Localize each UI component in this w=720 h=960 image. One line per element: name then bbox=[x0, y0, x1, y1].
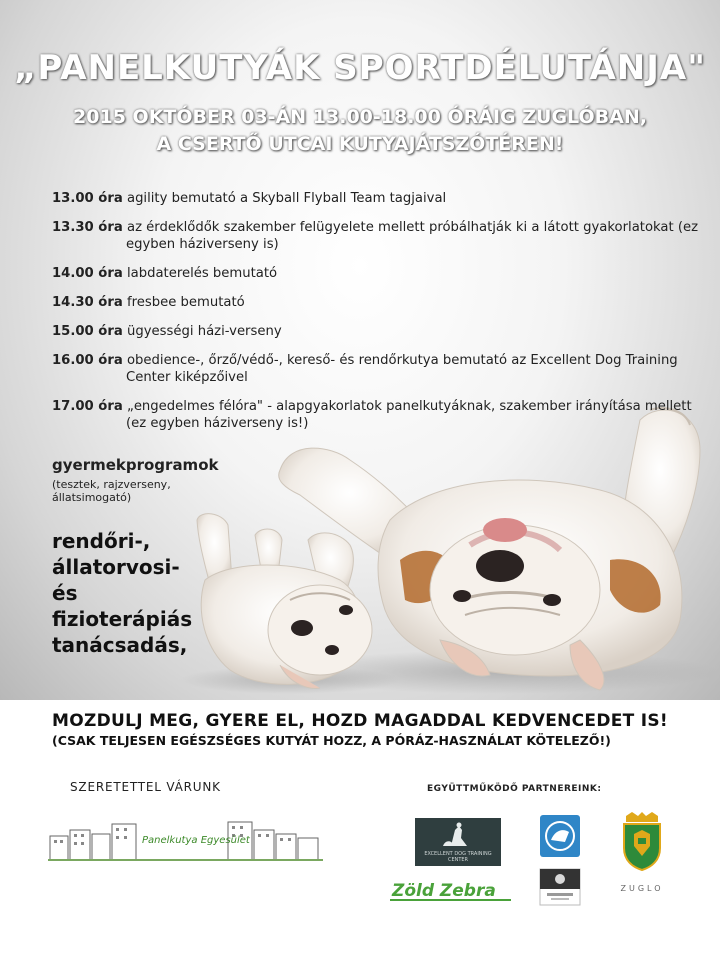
schedule-text: az érdeklődők szakember felügyelete mellett próbálhatják ki a látott gyakorlatokat (ez egyben háziverseny is) bbox=[126, 220, 699, 252]
schedule-time: 13.30 óra bbox=[52, 220, 123, 235]
schedule-item bbox=[52, 219, 712, 253]
partner-logo-gray bbox=[537, 867, 583, 907]
kids-program-title: gyermekprogramok bbox=[52, 456, 219, 474]
schedule-time: 14.00 óra bbox=[52, 266, 123, 281]
subtitle-line-location: A CSERTŐ UTCAI KUTYAJÁTSZÓTÉREN! bbox=[156, 133, 564, 155]
dog-silhouette-icon bbox=[415, 818, 501, 852]
zuglo-crest-label: ZUGLO bbox=[620, 884, 664, 893]
partner-logo-zold-zebra-text: Zöld Zebra bbox=[392, 881, 496, 901]
schedule-text: fresbee bemutató bbox=[126, 295, 245, 310]
motto-headline: MOZDULJ MEG, GYERE EL, HOZD MAGADDAL KEDVENCEDET IS! bbox=[52, 711, 668, 731]
poster-title: „PANELKUTYÁK SPORTDÉLUTÁNJA" bbox=[14, 48, 706, 88]
partner-logo-excellent-dog bbox=[415, 818, 501, 866]
kids-program-description: (tesztek, rajzverseny, állatsimogató) bbox=[52, 478, 171, 504]
advice-block bbox=[52, 528, 222, 658]
organizer-name: Panelkutya Egyesület bbox=[142, 835, 250, 846]
partner-logo-blue bbox=[537, 812, 583, 860]
schedule-time: 14.30 óra bbox=[52, 295, 123, 310]
small-bulldog bbox=[197, 514, 372, 689]
schedule-item bbox=[52, 294, 712, 311]
schedule-item bbox=[52, 190, 712, 207]
invite-text: SZERETETTEL VÁRUNK bbox=[70, 780, 221, 794]
schedule-text: agility bemutató a Skyball Flyball Team tagjaival bbox=[126, 191, 447, 206]
poster-subtitle bbox=[0, 104, 720, 158]
advice-line: és bbox=[52, 581, 78, 605]
motto-note: (CSAK TELJESEN EGÉSZSÉGES KUTYÁT HOZZ, A PÓRÁZ-HASZNÁLAT KÖTELEZŐ!) bbox=[52, 733, 611, 748]
schedule-item bbox=[52, 265, 712, 282]
schedule-time: 16.00 óra bbox=[52, 353, 123, 368]
schedule-time: 15.00 óra bbox=[52, 324, 123, 339]
advice-line: fizioterápiás bbox=[52, 607, 193, 631]
advice-line: állatorvosi- bbox=[52, 555, 180, 579]
schedule-time: 13.00 óra bbox=[52, 191, 123, 206]
schedule-text: ügyességi házi-verseny bbox=[126, 324, 282, 339]
schedule-item bbox=[52, 323, 712, 340]
partner-logo-excellent-dog-text: EXCELLENT DOG TRAINING CENTER bbox=[424, 851, 492, 863]
advice-line: tanácsadás, bbox=[52, 633, 188, 657]
partner-logo-zold-zebra bbox=[388, 876, 513, 904]
schedule-time: 17.00 óra bbox=[52, 399, 123, 414]
schedule-item bbox=[52, 398, 712, 432]
schedule-item bbox=[52, 352, 712, 386]
zuglo-crest-icon bbox=[618, 810, 666, 872]
schedule-text: labdaterelés bemutató bbox=[126, 266, 278, 281]
schedule-list bbox=[52, 190, 712, 444]
schedule-text: obedience-, őrző/védő-, kereső- és rendőrkutya bemutató az Excellent Dog Training Center kiképzőivel bbox=[126, 353, 678, 385]
subtitle-line-date: 2015 OKTÓBER 03-ÁN 13.00-18.00 ÓRÁIG ZUGLÓBAN, bbox=[73, 106, 647, 128]
partners-title: EGYÜTTMŰKÖDŐ PARTNEREINK: bbox=[427, 784, 602, 794]
advice-line: rendőri-, bbox=[52, 529, 151, 553]
schedule-text: „engedelmes félóra" - alapgyakorlatok panelkutyáknak, szakember irányítása mellett (ez egyben háziverseny is!) bbox=[126, 399, 692, 431]
